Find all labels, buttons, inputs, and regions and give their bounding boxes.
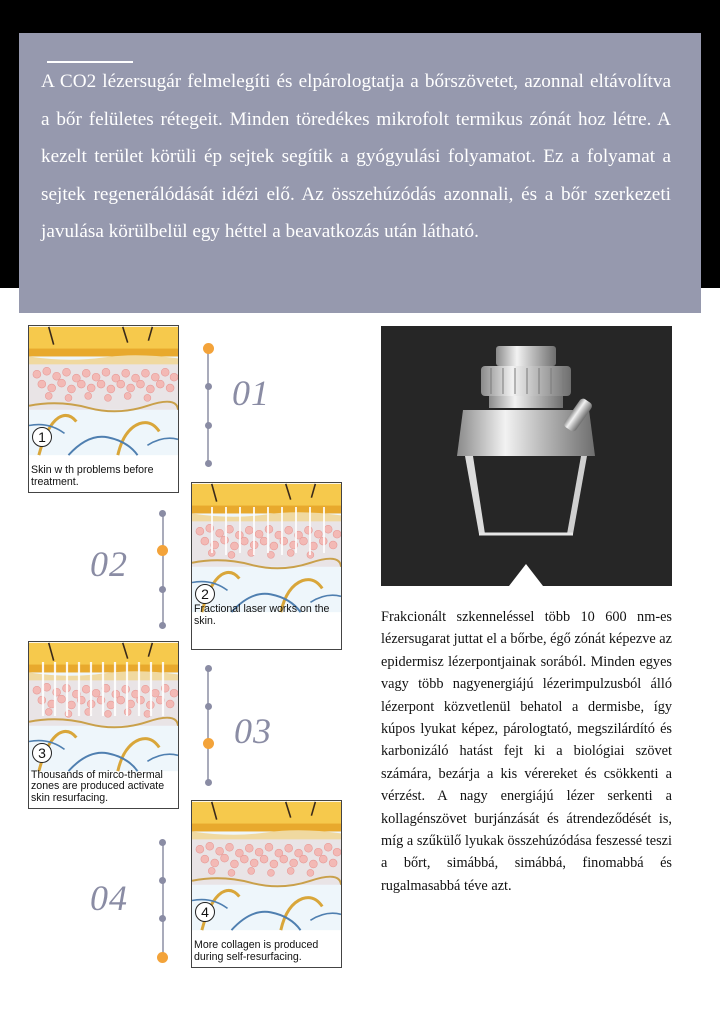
banner-accent-line (47, 61, 133, 63)
timeline-dot (159, 839, 166, 846)
timeline-dot-active (157, 952, 168, 963)
timeline-dot (159, 586, 166, 593)
device-image-panel (381, 326, 672, 586)
timeline-dot (159, 622, 166, 629)
step-number-02: 02 (90, 544, 128, 584)
step-1-illustration (28, 325, 179, 493)
timeline-dot (159, 877, 166, 884)
step-2-badge: 2 (195, 584, 215, 604)
timeline-dot-active (157, 545, 168, 556)
timeline-2 (162, 513, 164, 623)
timeline-4 (162, 842, 164, 957)
step-1-badge: 1 (32, 427, 52, 447)
timeline-dot (159, 510, 166, 517)
banner-text: A CO2 lézersugár felmelegíti és elpárologtatja a bőrszövetet, azonnal eltávolítva a bőr felületes rétegeit. Minden töredékes mikrofolt termikus zónát hoz létre. A kezelt terület körüli ép sejtek segítik a gyógyulási folyamatot. Ez a folyamat a sejtek regenerálódását idézi elő. Az összehúzódás azonnali, és a bőr szerkezeti javulása körülbelül egy héttel a beavatkozás után látható. (41, 71, 671, 242)
timeline-dot (205, 422, 212, 429)
step-number-04: 04 (90, 878, 128, 918)
timeline-dot (205, 460, 212, 467)
timeline-dot (205, 779, 212, 786)
timeline-dot-active (203, 738, 214, 749)
step-number-03: 03 (234, 711, 272, 751)
step-3-illustration (28, 641, 179, 809)
step-number-01: 01 (232, 373, 270, 413)
timeline-dot (205, 665, 212, 672)
laser-handpiece-icon (381, 326, 672, 586)
description-text: Frakcionált szkenneléssel több 10 600 nm-es lézersugarat juttat el a bőrbe, égő zónát képezve az epidermisz lézerpontjainak sorából. Minden egyes vagy több nagyenergiájú lézerimpulzusból álló lézerpont közvetlenül behatol a dermisbe, így kúpos lyukat képez, párologtató, megszilárdító és karbonizáló hatást fejt ki a biológiai szövet számára, bezárja a kis vérereket és csökkenti a vérzést. A nagy energiájú lézer serkenti a kollagénszövet burjánzását és átrendeződését is, míg a szűkülő lyukak összehúzódása feszessé teszi a bőrt, simábbá, simábbá, finomabbá és rugalmasabbá téve azt. (381, 609, 672, 894)
step-1-caption: Skin w th problems before treatment. (31, 464, 154, 488)
timeline-dot (205, 703, 212, 710)
step-4-badge: 4 (195, 902, 215, 922)
step-2-illustration (191, 482, 342, 650)
timeline-dot-active (203, 343, 214, 354)
intro-banner (19, 33, 701, 313)
step-4-illustration (191, 800, 342, 968)
step-4-caption: More collagen is produced during self-resurfacing. (194, 939, 319, 963)
timeline-1 (207, 350, 209, 462)
timeline-3 (207, 668, 209, 783)
step-3-badge: 3 (32, 743, 52, 763)
timeline-dot (205, 383, 212, 390)
timeline-dot (159, 915, 166, 922)
step-3-caption: Thousands of mirco-thermal zones are produced activate skin resurfacing. (31, 768, 165, 804)
step-2-caption: Fractional laser works on the skin. (194, 603, 330, 627)
